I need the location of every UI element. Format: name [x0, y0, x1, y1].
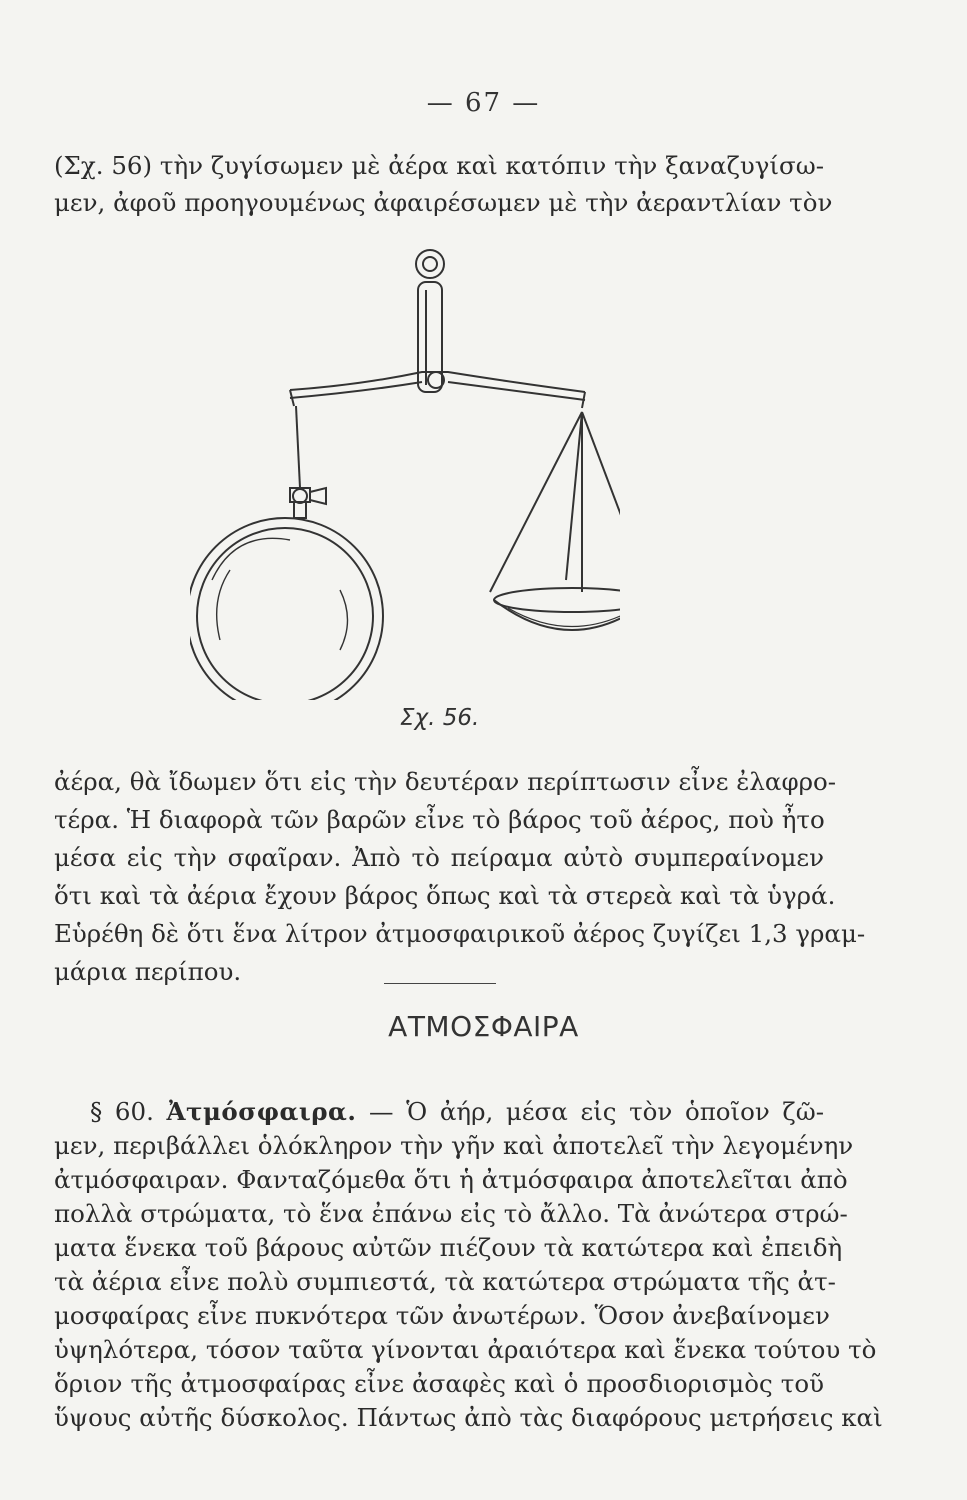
- balance-illustration: [190, 240, 620, 700]
- section-heading: ΑΤΜΟΣΦΑΙΡΑ: [388, 1010, 579, 1043]
- text-line: τὰ ἀέρια εἶνε πολὺ συμπιεστά, τὰ κατώτερα στρώματα τῆς ἀτ-: [54, 1267, 836, 1296]
- text-line: μοσφαίρας εἶνε πυκνότερα τῶν ἀνωτέρων. Ὅσον ἀνεβαίνομεν: [54, 1301, 830, 1330]
- section-first-line-text: — Ὁ ἀήρ, μέσα εἰς τὸν ὁποῖον ζῶ-: [369, 1097, 824, 1126]
- section-label: Ἀτμόσφαιρα.: [166, 1097, 357, 1126]
- text-line: ὕψους αὐτῆς δύσκολος. Πάντως ἀπὸ τὰς διαφόρους μετρήσεις καὶ: [54, 1403, 883, 1432]
- section-first-line: [90, 1096, 824, 1128]
- text-line: μεν, ἀφοῦ προηγουμένως ἀφαιρέσωμεν μὲ τὴν ἀεραντλίαν τὸν: [54, 188, 833, 217]
- text-line: ὅτι καὶ τὰ ἀέρια ἔχουν βάρος ὅπως καὶ τὰ στερεὰ καὶ τὰ ὑγρά.: [54, 881, 836, 910]
- text-line: ἀέρα, θὰ ἴδωμεν ὅτι εἰς τὴν δευτέραν περίπτωσιν εἶνε ἐλαφρο-: [54, 767, 837, 796]
- paragraph-number: § 60.: [90, 1097, 154, 1126]
- text-line: τέρα. Ἡ διαφορὰ τῶν βαρῶν εἶνε τὸ βάρος τοῦ ἀέρος, ποὺ ἦτο: [54, 805, 825, 834]
- text-line: μεν, περιβάλλει ὁλόκληρον τὴν γῆν καὶ ἀποτελεῖ τὴν λεγομένην: [54, 1131, 854, 1160]
- text-line: μέσα εἰς τὴν σφαῖραν. Ἀπὸ τὸ πείραμα αὐτὸ συμπεραίνομεν: [54, 843, 824, 872]
- section-divider: [384, 983, 496, 984]
- balance-figure: [190, 240, 620, 700]
- page-number: — 67 —: [426, 88, 541, 118]
- text-line: ὑψηλότερα, τόσον ταῦτα γίνονται ἀραιότερα καὶ ἕνεκα τούτου τὸ: [54, 1335, 877, 1364]
- text-line: (Σχ. 56) τὴν ζυγίσωμεν μὲ ἀέρα καὶ κατόπιν τὴν ξαναζυγίσω-: [54, 151, 824, 180]
- text-line: Εὑρέθη δὲ ὅτι ἕνα λίτρον ἀτμοσφαιρικοῦ ἀέρος ζυγίζει 1,3 γραμ-: [54, 919, 866, 948]
- text-line: ματα ἕνεκα τοῦ βάρους αὐτῶν πιέζουν τὰ κατώτερα καὶ ἐπειδὴ: [54, 1233, 843, 1262]
- figure-caption: Σχ. 56.: [400, 705, 480, 731]
- text-line: ἀτμόσφαιραν. Φανταζόμεθα ὅτι ἡ ἀτμόσφαιρα ἀποτελεῖται ἀπὸ: [54, 1165, 848, 1194]
- text-line: πολλὰ στρώματα, τὸ ἕνα ἐπάνω εἰς τὸ ἄλλο. Τὰ ἀνώτερα στρώ-: [54, 1199, 848, 1228]
- text-line: ὅριον τῆς ἀτμοσφαίρας εἶνε ἀσαφὲς καὶ ὁ προσδιορισμὸς τοῦ: [54, 1369, 824, 1398]
- text-line: μάρια περίπου.: [54, 957, 242, 986]
